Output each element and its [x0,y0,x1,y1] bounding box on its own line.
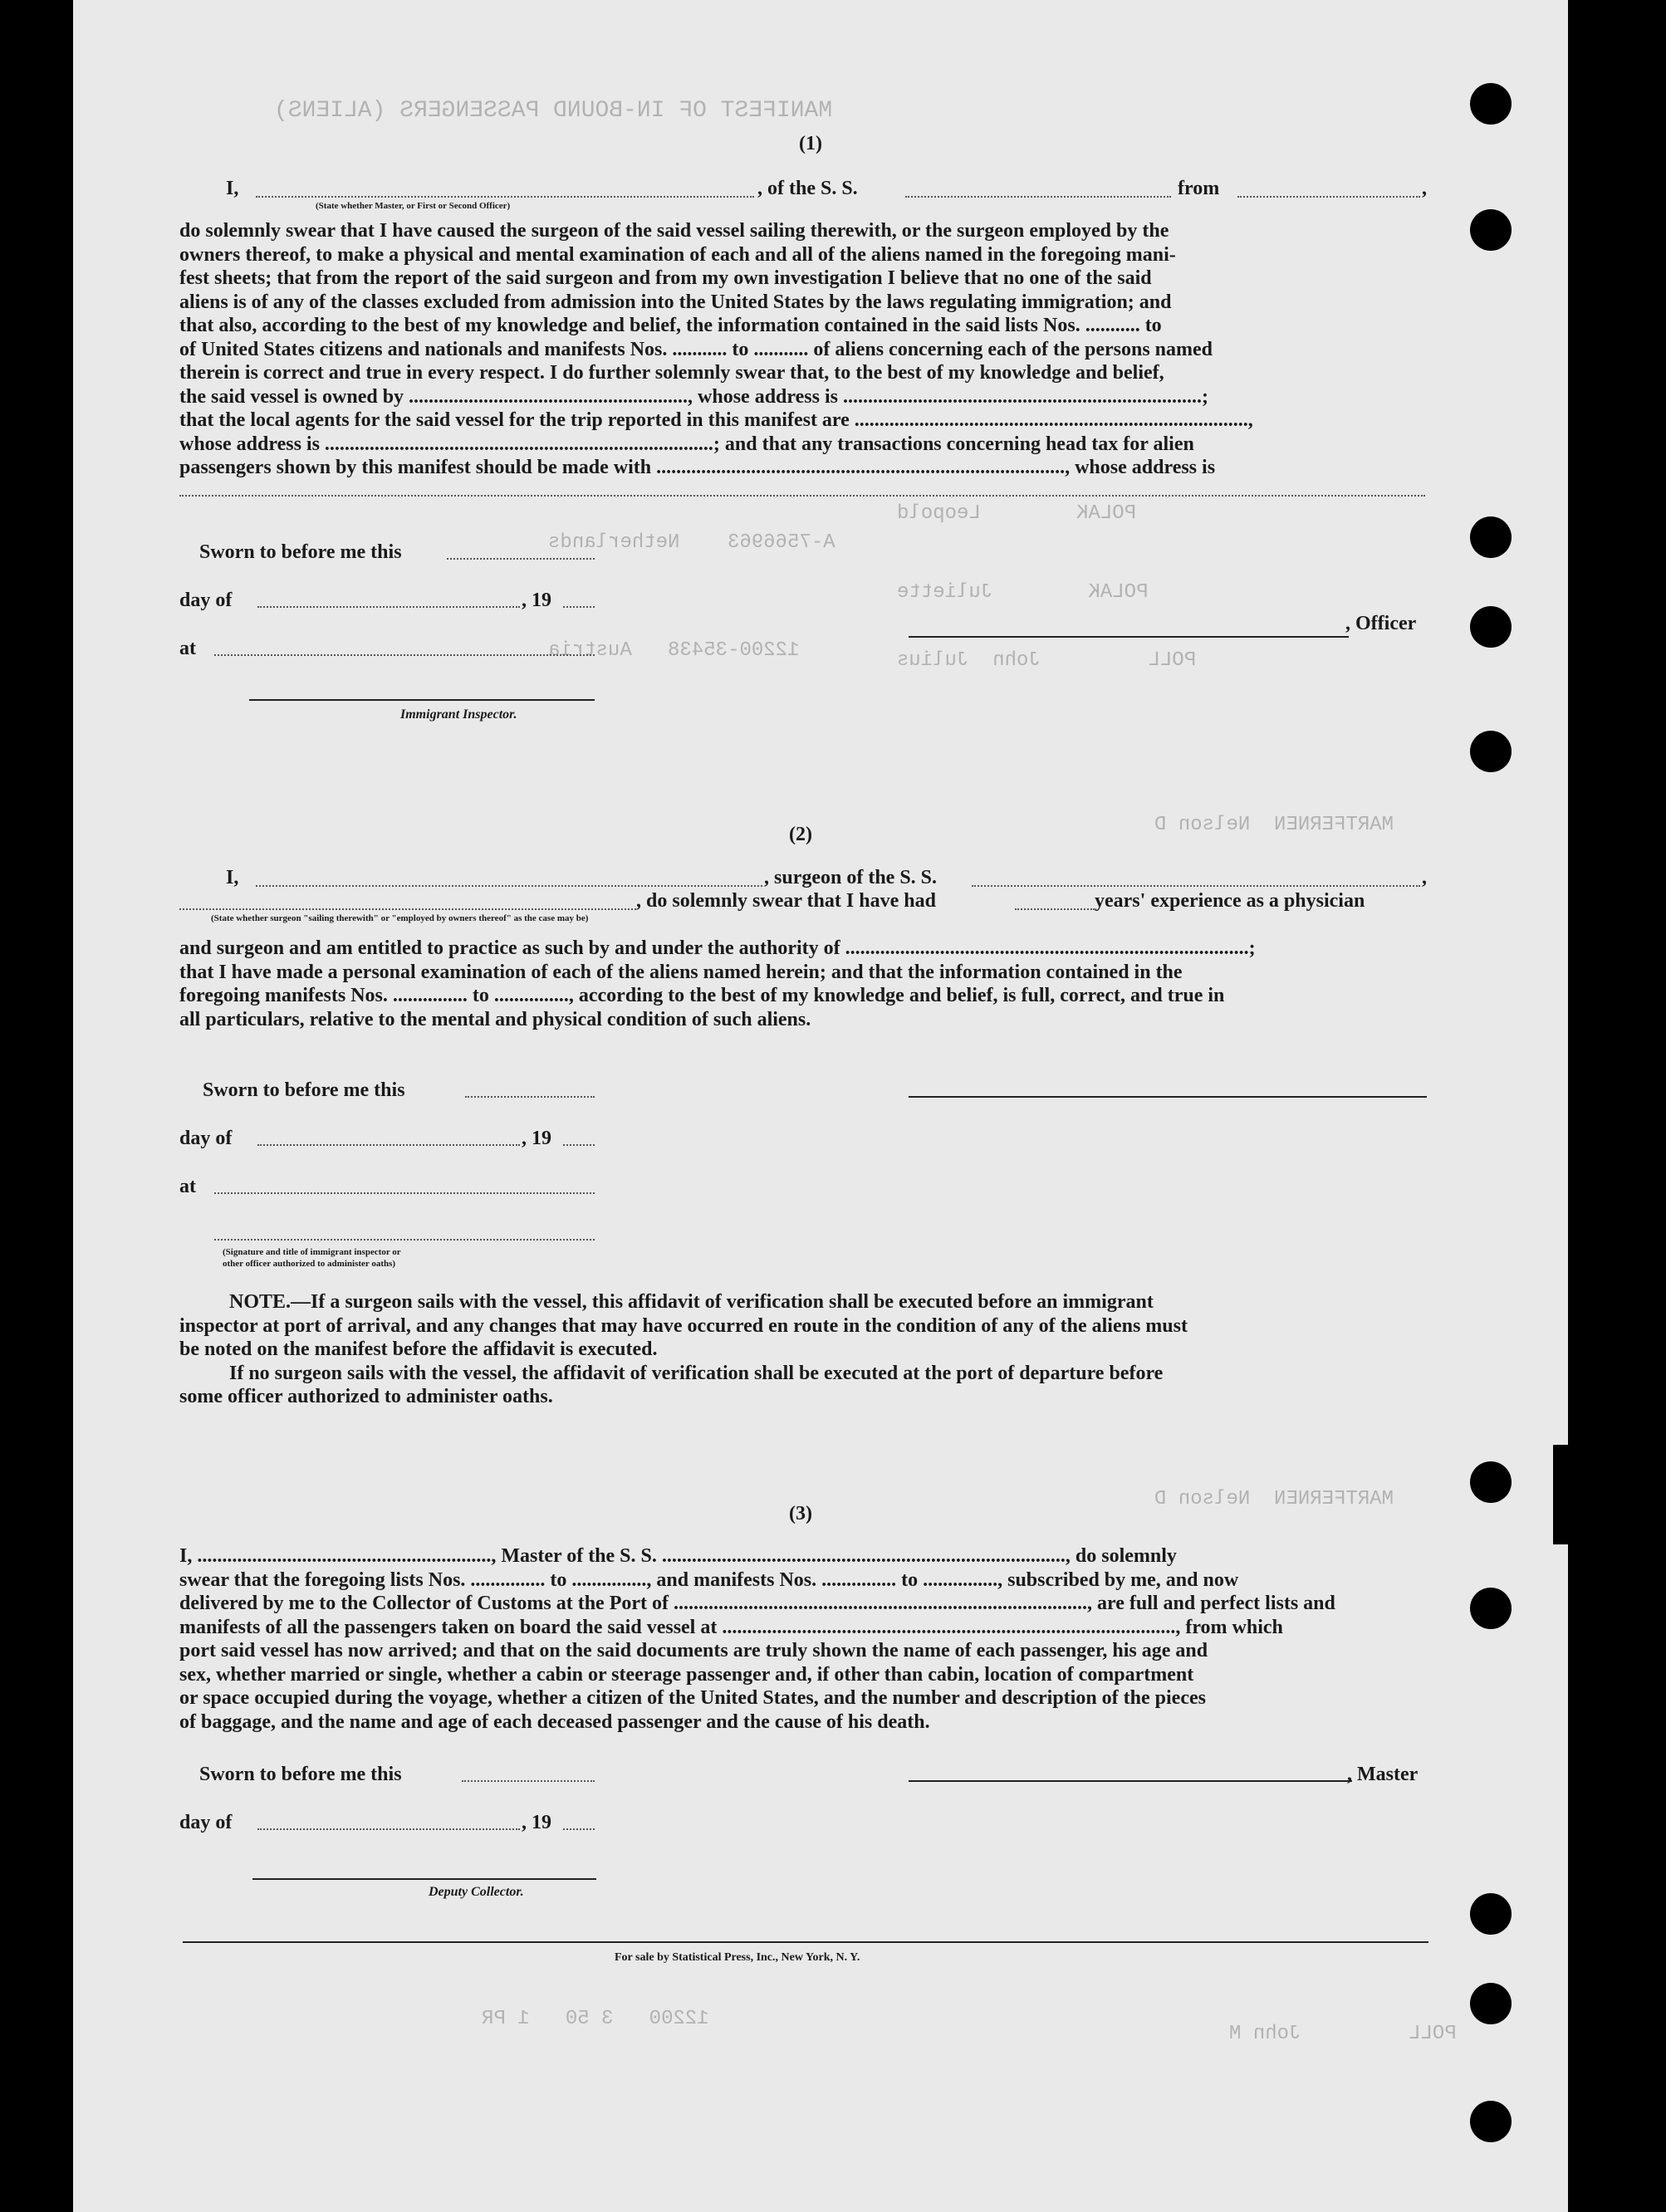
oath-line: therein is correct and true in every respect. I do further solemnly swear that, to the best of my knowledge and belief, [179,362,1164,384]
master-line: port said vessel has now arrived; and that on the said documents are truly shown the name of each passenger, his age and [179,1640,1208,1661]
day-blank [257,1828,520,1830]
surgeon-line: that I have made a personal examination of each of the aliens named herein; and that the information contained in the [179,961,1183,983]
master-line: sex, whether married or single, whether a cabin or steerage passenger and, if other than cabin, location of compartment [179,1663,1194,1686]
punch-hole [1470,1461,1512,1503]
signature-note: (Signature and title of immigrant inspector or [223,1247,401,1257]
punch-hole [1470,516,1512,558]
day-of-label: day of [179,1128,233,1149]
years-blank [1015,908,1095,910]
note-line: be noted on the manifest before the affidavit is executed. [179,1338,658,1360]
section-number: (1) [799,133,822,154]
printer-imprint: For sale by Statistical Press, Inc., New York, N. Y. [615,1951,860,1964]
address-blank [179,495,1425,497]
at-label: at [179,638,196,659]
vessel-name-blank [905,196,1171,198]
oath-line: that also, according to the best of my knowledge and belief, the information contained in the said lists Nos. ........... to [179,315,1162,336]
surgeon-signature-line [909,1096,1427,1098]
surgeon-paragraph [179,937,1256,1031]
year-blank [563,1144,595,1146]
master-line: swear that the foregoing lists Nos. ............... to ..............., and manifests Nos. ............... to ..............., subscribed by me, and now [179,1568,1239,1591]
master-name-blank [256,196,754,198]
sworn-date-blank [462,1780,595,1782]
year-label: , 19 [522,590,551,611]
role-note: (State whether surgeon "sailing therewith" or "employed by owners thereof" as the case may be) [211,913,589,923]
i-label: I, [226,178,239,199]
oath-line: that the local agents for the said vessel for the trip reported in this manifest are ..............................................................................., [179,409,1253,431]
section-number: (2) [789,824,812,845]
officer-label: , Officer [1345,613,1417,634]
surgeon-line: all particulars, relative to the mental and physical condition of such aliens. [179,1008,811,1030]
master-line: of baggage, and the name and age of each deceased passenger and the cause of his death. [179,1710,930,1733]
collector-signature-line [252,1878,596,1880]
of-ss-label: , of the S. S. [757,178,858,199]
oath-line: fest sheets; that from the report of the said surgeon and from my own investigation I believe that no one of the said [179,267,1152,289]
day-blank [257,1144,520,1146]
oath-paragraph [179,219,1253,480]
bleed-through-text: A-7566963 Netherlands [548,531,835,554]
bleed-through-text: POLL John Julius [897,649,1197,672]
officer-signature-line [909,636,1349,638]
master-line: I, ..........................................................., Master of the S. S. ................................................................................., do solemnly [179,1545,1177,1567]
surgeon-name-blank [256,885,762,887]
bleed-through-text: MARTFERNEN Nelson D [1154,1488,1394,1510]
years-label: years' experience as a physician [1095,890,1365,912]
surgeon-line: foregoing manifests Nos. ............... to ..............., according to the best of my knowledge and belief, is full, correct, and true in [179,985,1225,1006]
vessel-name-blank [972,885,1420,887]
year-label: , 19 [522,1812,551,1833]
sworn-label: Sworn to before me this [199,541,402,563]
inspector-label: Immigrant Inspector. [400,707,517,722]
signature-note: other officer authorized to administer oaths) [223,1259,396,1269]
master-line: manifests of all the passengers taken on board the said vessel at ..........................................................................................., from which [179,1616,1283,1638]
section-number: (3) [789,1503,812,1524]
bleed-through-text: 12200-35438 Austria [548,639,800,662]
oath-line: aliens is of any of the classes excluded from admission into the United States by the laws regulating immigration; and [179,291,1172,313]
surgeon-of-label: , surgeon of the S. S. [764,867,938,888]
note-line: NOTE.—If a surgeon sails with the vessel, this affidavit of verification shall be executed before an immigrant [229,1291,1154,1313]
oath-line: do solemnly swear that I have caused the surgeon of the said vessel sailing therewith, or the surgeon employed by the [179,220,1169,242]
sworn-label: Sworn to before me this [203,1079,405,1101]
i-label: I, [226,867,239,888]
bleed-through-text: 12200 3 50 1 PR [482,2008,709,2030]
punch-hole [1470,1893,1512,1935]
note-line: If no surgeon sails with the vessel, the affidavit of verification shall be executed at the port of departure before [229,1362,1164,1384]
from-label: from [1178,178,1220,199]
day-of-label: day of [179,590,233,611]
sworn-label: Sworn to before me this [199,1764,402,1785]
year-blank [563,606,595,608]
at-label: at [179,1176,196,1197]
bleed-through-text: POLAK Juliette [897,581,1149,604]
punch-hole [1470,1588,1512,1629]
place-blank [214,654,595,656]
place-blank [214,1192,595,1194]
swear-line: , do solemnly swear that I have had [636,890,936,912]
oath-line: of United States citizens and nationals and manifests Nos. ........... to ........... of aliens concerning each of the persons named [179,338,1213,360]
year-label: , 19 [522,1128,551,1149]
punch-hole [1470,731,1512,772]
inspector-signature-line [249,699,595,701]
master-line: or space occupied during the voyage, whether a citizen of the United States, and the number and description of the pieces [179,1687,1206,1709]
sworn-date-blank [465,1096,595,1098]
oath-line: passengers shown by this manifest should be made with .................................................................................., whose address is [179,457,1216,478]
note-line: inspector at port of arrival, and any changes that may have occurred en route in the condition of any of the aliens must [179,1314,1188,1337]
note-line: some officer authorized to administer oaths. [179,1386,553,1407]
master-line: delivered by me to the Collector of Customs at the Port of ..................................................................................., are full and perfect lists and [179,1593,1335,1614]
surgeon-line: and surgeon and am entitled to practice as such by and under the authority of .................................................................................; [179,937,1256,959]
oath-line: owners thereof, to make a physical and mental examination of each and all of the aliens named in the foregoing mani- [179,243,1176,266]
signature-blank [214,1239,595,1241]
master-paragraph [179,1544,1335,1734]
collector-label: Deputy Collector. [429,1885,524,1899]
master-signature-line [909,1780,1352,1782]
footer-rule [183,1941,1428,1943]
day-blank [257,606,520,608]
bleed-through-text: POLL John M [1229,2023,1457,2045]
role-blank [179,908,636,910]
comma: , [1422,178,1427,199]
from-port-blank [1237,196,1420,198]
punch-hole [1470,209,1512,251]
role-note: (State whether Master, or First or Second Officer) [316,201,511,211]
punch-hole [1470,606,1512,648]
day-of-label: day of [179,1812,233,1833]
year-blank [563,1828,595,1830]
punch-hole [1470,2101,1512,2142]
comma: , [1422,867,1427,888]
bleed-through-text: MARTFERNEN Nelson D [1154,814,1394,836]
bleed-through-text: POLAK Leopold [897,502,1137,525]
oath-line: the said vessel is owned by ........................................................, whose address is ........................................................................; [179,385,1208,408]
punch-hole [1470,1983,1512,2024]
punch-hole [1470,83,1512,125]
bleed-through-text: MANIFEST OF IN-BOUND PASSENGERS (ALIENS) [274,98,833,124]
note-paragraph [179,1290,1188,1409]
master-label: , Master [1347,1764,1419,1785]
sworn-date-blank [447,558,595,560]
torn-edge [1553,1445,1586,1544]
oath-line: whose address is ..............................................................................; and that any transactions concerning head tax for alien [179,433,1194,455]
